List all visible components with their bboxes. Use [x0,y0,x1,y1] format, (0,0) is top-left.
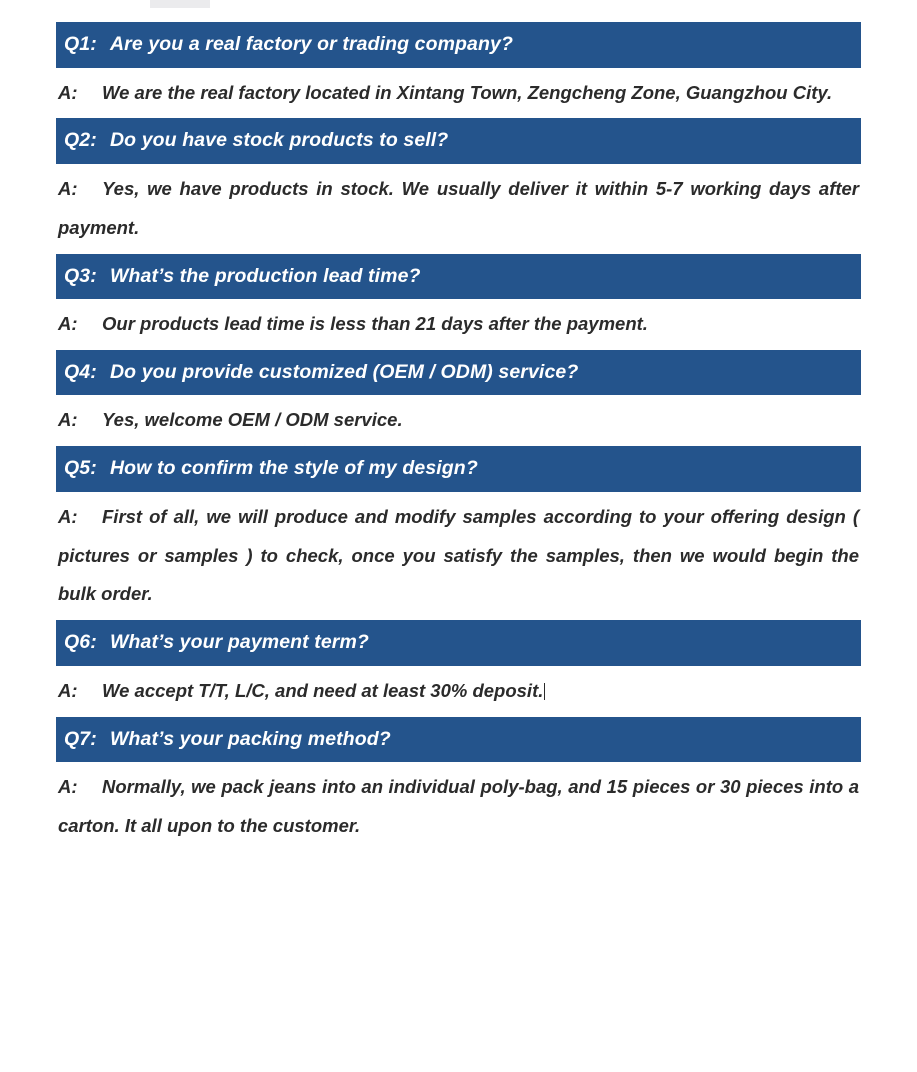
answer-block [56,395,861,446]
question-text: Do you provide customized (OEM / ODM) service? [110,360,579,383]
question-bar [56,620,861,666]
question-label: Q3: [64,264,97,287]
question-text: What’s your payment term? [110,631,369,654]
question-bar [56,446,861,492]
answer-label: A: [58,81,78,103]
question-label: Q6: [64,631,97,654]
question-bar [56,22,861,68]
answer-label: A: [58,177,78,199]
faq-list [56,0,861,852]
question-label: Q2: [64,129,97,152]
question-label: Q7: [64,727,97,750]
question-label: Q1: [64,33,97,55]
answer-block [56,762,861,852]
faq-item [56,620,861,716]
answer-block [56,68,861,119]
answer-text: We accept T/T, L/C, and need at least 30% deposit. [102,679,544,701]
answer-label: A: [58,409,78,431]
answer-text: We are the real factory located in Xintang Town, Zengcheng Zone, Guangzhou City. [102,81,833,103]
question-text: What’s your packing method? [110,727,391,750]
text-cursor [544,683,545,700]
faq-item [56,22,861,118]
answer-block [56,492,861,621]
answer-text: Our products lead time is less than 21 days after the payment. [102,313,648,335]
question-label: Q5: [64,457,97,480]
question-text: Do you have stock products to sell? [110,129,449,152]
faq-item [56,717,861,852]
answer-label: A: [58,313,78,335]
answer-block [56,666,861,717]
answer-text: Yes, we have products in stock. We usually deliver it within 5-7 working days after payment. [58,177,859,238]
question-text: How to confirm the style of my design? [110,457,478,480]
faq-item [56,446,861,620]
answer-text: Normally, we pack jeans into an individual poly-bag, and 15 pieces or 30 pieces into a carton. It all upon to the customer. [58,776,859,836]
faq-item [56,118,861,253]
answer-text: Yes, welcome OEM / ODM service. [102,409,403,431]
question-bar [56,118,861,164]
question-label: Q4: [64,360,97,383]
question-text: Are you a real factory or trading company? [110,33,513,55]
faq-item [56,350,861,446]
page-top-artifact [150,0,210,8]
question-text: What’s the production lead time? [110,264,421,287]
answer-label: A: [58,776,78,798]
question-bar [56,350,861,396]
faq-item [56,254,861,350]
question-bar [56,717,861,763]
question-bar [56,254,861,300]
answer-block [56,164,861,254]
answer-label: A: [58,505,78,527]
answer-label: A: [58,679,78,701]
answer-text: First of all, we will produce and modify samples according to your offering design ( pictures or samples ) to check, once you satisfy the samples, then we would begin the bulk order. [58,505,859,605]
answer-block [56,299,861,350]
